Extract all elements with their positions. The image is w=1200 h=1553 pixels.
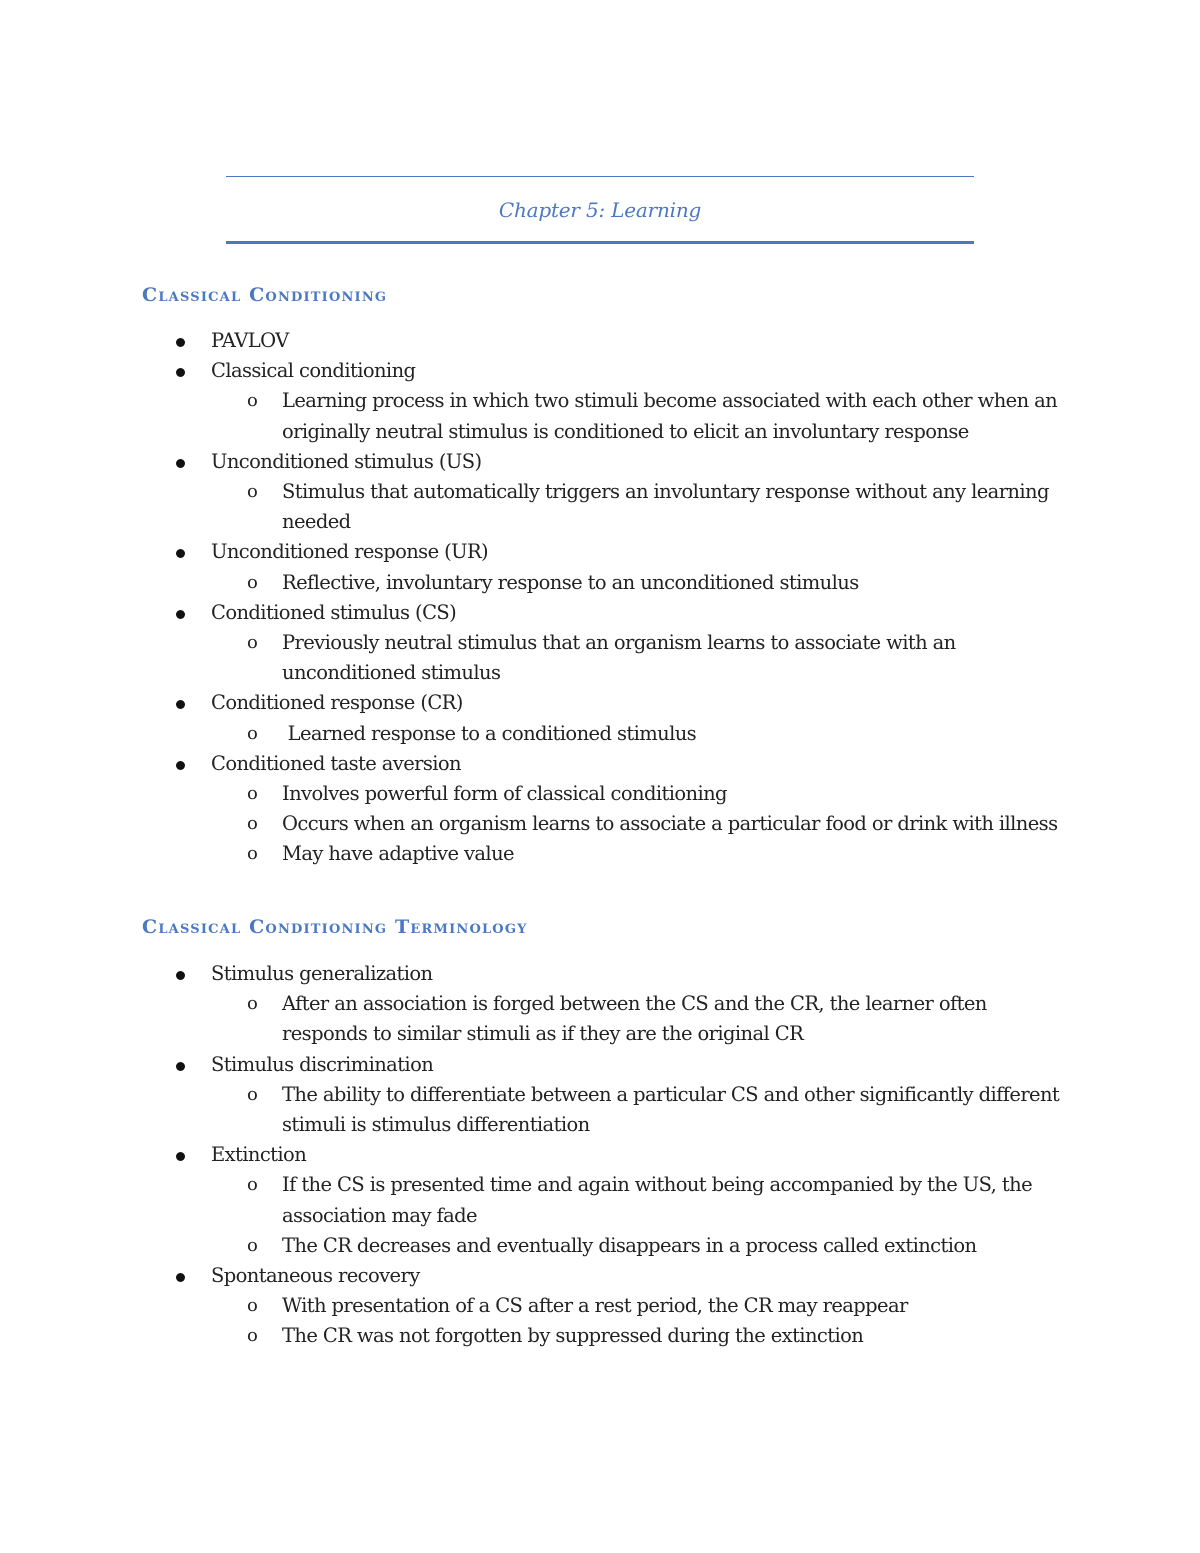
sub-bullet-marker-icon: o: [247, 1174, 258, 1196]
sub-bullet-item: [0, 989, 1200, 1049]
bullet-item: [0, 356, 1200, 386]
sub-bullet-marker-icon: o: [247, 632, 258, 654]
sub-bullet-text: Learning process in which two stimuli become associated with each other when an originally neutral stimulus is conditioned to elicit an involuntary response: [282, 389, 1063, 443]
sub-bullet-marker-icon: o: [247, 1234, 258, 1256]
title-block: [226, 176, 974, 246]
bullet-dot-icon: [176, 368, 185, 377]
bullet-item: [0, 749, 1200, 779]
bullet-text: Extinction: [211, 1143, 307, 1167]
bullet-text: Stimulus generalization: [211, 962, 433, 985]
sub-bullet-text: After an association is forged between the CS and the CR, the learner often responds to similar stimuli as if they are the original CR: [282, 992, 993, 1046]
sub-bullet-item: [0, 628, 1200, 688]
sub-bullet-text: May have adaptive value: [282, 842, 514, 866]
sub-bullet-marker-icon: o: [247, 1295, 258, 1317]
sub-bullet-item: [0, 1321, 1200, 1351]
bullet-dot-icon: [176, 971, 185, 980]
bullet-item: [0, 537, 1200, 567]
bullet-dot-icon: [176, 610, 185, 619]
bullet-text: Unconditioned stimulus (US): [211, 449, 482, 473]
bullet-dot-icon: [176, 761, 185, 770]
sub-bullet-marker-icon: o: [247, 481, 258, 503]
sub-bullet-item: [0, 1291, 1200, 1321]
bullet-text: Stimulus discrimination: [211, 1052, 434, 1076]
sub-bullet-text: The CR decreases and eventually disappears in a process called extinction: [282, 1233, 977, 1257]
bullet-item: [0, 688, 1200, 718]
sub-bullet-text: The ability to differentiate between a particular CS and other significantly different stimuli is stimulus differentiation: [282, 1082, 1065, 1137]
sub-bullet-item: [0, 386, 1200, 446]
bullet-text: Conditioned stimulus (CS): [211, 600, 457, 624]
sub-bullet-item: [0, 1231, 1200, 1261]
section-heading-classical-conditioning: Classical Conditioning: [142, 284, 388, 306]
bullet-dot-icon: [176, 459, 185, 468]
bullet-item: [0, 598, 1200, 628]
sub-bullet-marker-icon: o: [247, 722, 258, 744]
bullet-dot-icon: [176, 338, 185, 347]
sub-bullet-text: Stimulus that automatically triggers an involuntary response without any learning needed: [282, 480, 1055, 534]
sub-bullet-item: [0, 839, 1200, 869]
sub-bullet-text: Learned response to a conditioned stimulus: [282, 721, 697, 745]
bullet-text: PAVLOV: [211, 329, 289, 352]
bullet-dot-icon: [176, 1062, 185, 1071]
sub-bullet-item: [0, 1080, 1200, 1140]
bullet-text: Classical conditioning: [211, 359, 416, 383]
sub-bullet-text: Involves powerful form of classical conditioning: [282, 782, 727, 806]
section-list-terminology: [0, 959, 1200, 1352]
bullet-dot-icon: [176, 549, 185, 558]
sub-bullet-text: If the CS is presented time and again without being accompanied by the US, the association may fade: [282, 1173, 1038, 1227]
sub-bullet-item: [0, 779, 1200, 809]
bullet-dot-icon: [176, 1152, 185, 1161]
sub-bullet-marker-icon: o: [247, 813, 258, 835]
bullet-text: Unconditioned response (UR): [211, 540, 489, 564]
bullet-item: [0, 326, 1200, 356]
title-rule-top: [226, 176, 974, 177]
bullet-dot-icon: [176, 1273, 185, 1282]
sub-bullet-text: With presentation of a CS after a rest period, the CR may reappear: [282, 1294, 908, 1318]
bullet-item: [0, 959, 1200, 989]
bullet-text: Conditioned taste aversion: [211, 751, 462, 775]
bullet-text: Conditioned response (CR): [211, 691, 463, 715]
bullet-dot-icon: [176, 700, 185, 709]
sub-bullet-marker-icon: o: [247, 783, 258, 805]
document-title: Chapter 5: Learning: [498, 198, 702, 222]
sub-bullet-marker-icon: o: [247, 1325, 258, 1347]
bullet-item: [0, 1140, 1200, 1170]
sub-bullet-marker-icon: o: [247, 390, 258, 412]
sub-bullet-item: [0, 477, 1200, 537]
sub-bullet-text: The CR was not forgotten by suppressed during the extinction: [282, 1324, 864, 1348]
sub-bullet-marker-icon: o: [247, 1083, 258, 1105]
bullet-item: [0, 447, 1200, 477]
sub-bullet-marker-icon: o: [247, 993, 258, 1015]
sub-bullet-item: [0, 568, 1200, 598]
title-rule-bottom: [226, 241, 974, 244]
sub-bullet-item: [0, 719, 1200, 749]
section-list-classical-conditioning: [0, 326, 1200, 870]
bullet-text: Spontaneous recovery: [211, 1264, 420, 1288]
section-heading-terminology: Classical Conditioning Terminology: [142, 916, 528, 938]
sub-bullet-text: Reflective, involuntary response to an unconditioned stimulus: [282, 570, 859, 594]
bullet-item: [0, 1050, 1200, 1080]
sub-bullet-text: Previously neutral stimulus that an organism learns to associate with an unconditioned stimulus: [282, 631, 962, 685]
sub-bullet-text: Occurs when an organism learns to associate a particular food or drink with illness: [282, 812, 1058, 836]
sub-bullet-marker-icon: o: [247, 571, 258, 593]
sub-bullet-item: [0, 1170, 1200, 1230]
sub-bullet-marker-icon: o: [247, 843, 258, 865]
sub-bullet-item: [0, 809, 1200, 839]
bullet-item: [0, 1261, 1200, 1291]
